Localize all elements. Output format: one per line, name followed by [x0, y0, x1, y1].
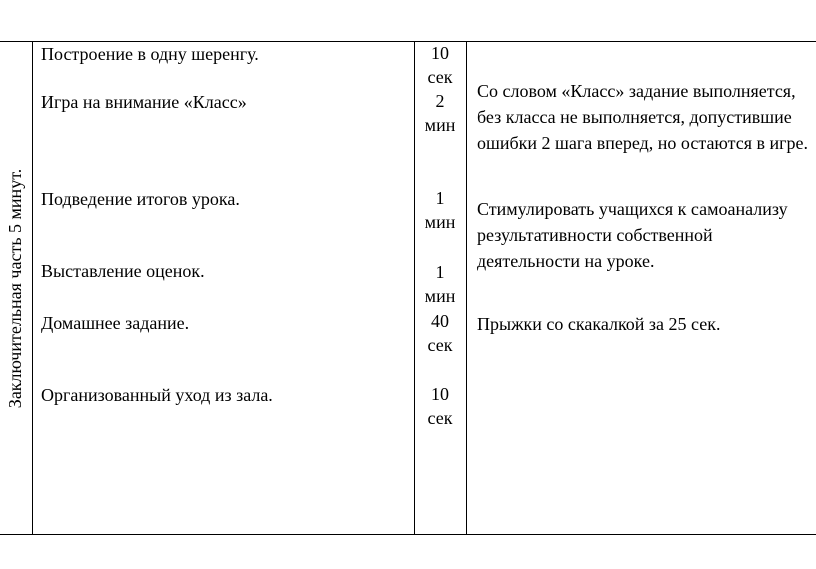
time-value: 40: [431, 311, 449, 331]
time-value: 1: [435, 262, 445, 282]
time-value: 1: [435, 188, 445, 208]
time-unit: мин: [424, 115, 456, 135]
time-summary: [415, 186, 465, 234]
time-exit: [415, 382, 465, 430]
activity-summary: Подведение итогов урока.: [41, 189, 240, 209]
time-value: 10: [431, 384, 449, 404]
time-unit: мин: [424, 212, 456, 232]
note-summary: Стимулировать учащихся к самоанализу результативности собственной деятельности на уроке.: [477, 199, 788, 271]
time-unit: сек: [427, 408, 453, 428]
time-homework: [415, 309, 465, 357]
time-unit: сек: [427, 67, 453, 87]
activity-exit: Организованный уход из зала.: [41, 385, 273, 405]
note-homework: Прыжки со скакалкой за 25 сек.: [477, 314, 721, 334]
column-divider-3: [466, 41, 467, 534]
time-value: 10: [431, 43, 449, 63]
activity-lineup: Построение в одну шеренгу.: [41, 44, 259, 64]
table-bottom-border: [0, 534, 816, 535]
activity-grading: Выставление оценок.: [41, 261, 205, 281]
time-attention-game: [415, 89, 465, 137]
section-label-cell: [0, 42, 32, 534]
time-unit: сек: [427, 335, 453, 355]
section-label: Заключительная часть 5 минут.: [5, 168, 26, 408]
note-attention-game: Со словом «Класс» задание выполняется, без класса не выполняется, допустившие ошибки 2 шага вперед, но остаются в игре.: [477, 81, 808, 153]
time-value: 2: [435, 91, 445, 111]
activity-attention-game: Игра на внимание «Класс»: [41, 92, 247, 112]
time-grading: [415, 260, 465, 308]
column-divider-1: [32, 41, 33, 534]
time-lineup: [415, 41, 465, 89]
time-unit: мин: [424, 286, 456, 306]
activity-homework: Домашнее задание.: [41, 313, 190, 333]
